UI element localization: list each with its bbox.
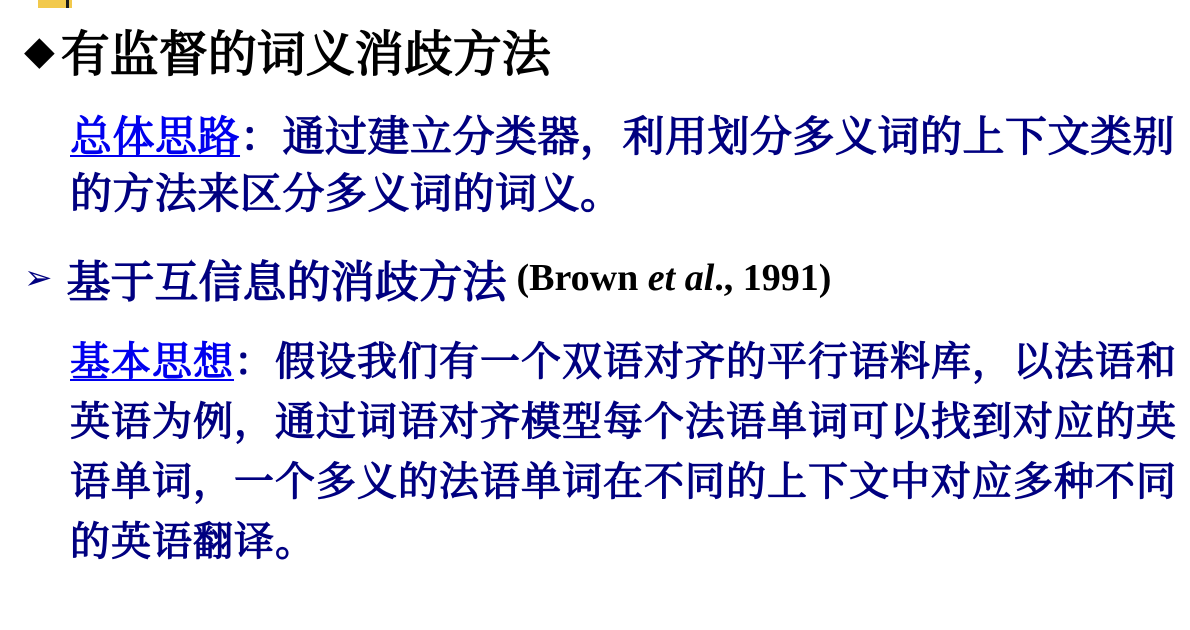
idea-paragraph — [70, 332, 1180, 572]
idea-term-link[interactable]: 基本思想 — [70, 339, 234, 385]
method-bullet — [24, 248, 831, 308]
arrow-bullet-icon: ➢ — [24, 258, 53, 298]
idea-text: ：假设我们有一个双语对齐的平行语料库，以法语和英语为例，通过词语对齐模型每个法语单词可以找到对应的英语单词，一个多义的法语单词在不同的上下文中对应多种不同的英语翻译。 — [70, 339, 1177, 565]
diamond-bullet-icon: ◆ — [24, 28, 55, 74]
citation-etal: et al — [647, 257, 715, 299]
overview-text: ：通过建立分类器，利用划分多义词的上下文类别的方法来区分多义词的词义。 — [70, 112, 1176, 218]
citation-close: ., 1991) — [714, 257, 832, 299]
slide-title-text: 有监督的词义消歧方法 — [60, 26, 551, 83]
slide-title — [24, 16, 551, 86]
decorative-accent-bar — [38, 0, 72, 8]
overview-paragraph — [70, 108, 1180, 222]
accent-bar-divider — [66, 0, 69, 8]
overview-term-link[interactable]: 总体思路 — [70, 112, 241, 161]
citation-open: (Brown — [516, 257, 648, 299]
method-citation — [517, 256, 832, 300]
method-label: 基于互信息的消歧方法 — [66, 257, 507, 308]
